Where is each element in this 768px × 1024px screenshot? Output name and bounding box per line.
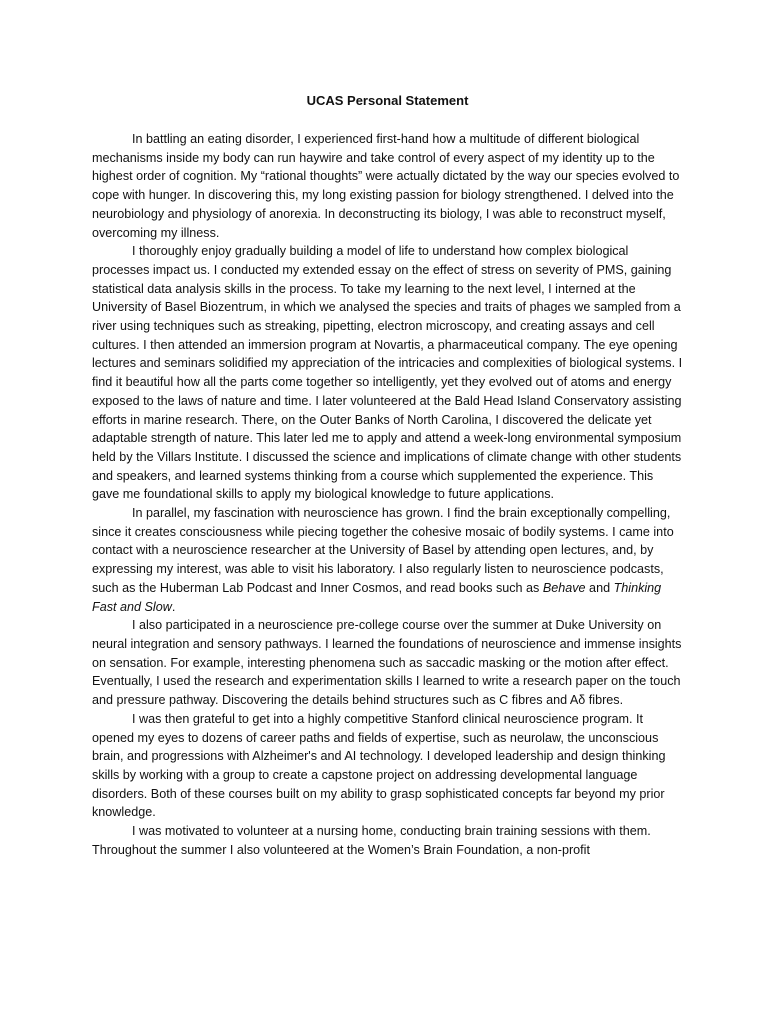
paragraph-text-segment: In parallel, my fascination with neuroscience has grown. I find the brain exceptionally compelling, since it creates consciousness while piecing together the cohesive mosaic of bodily systems. I came into contact with a neuroscience researcher at the University of Basel by attending open lectures, and, by expressing my interest, was able to visit his laboratory. I also regularly listen to neuroscience podcasts, such as the Huberman Lab Podcast and Inner Cosmos, and read books such as	[92, 506, 674, 595]
document-title: UCAS Personal Statement	[306, 93, 469, 108]
book-title-behave: Behave	[542, 580, 586, 595]
paragraph-biological-processes: I thoroughly enjoy gradually building a model of life to understand how complex biological processes impact us. I conducted my extended essay on the effect of stress on severity of PMS, gaining statistical data analysis skills in the process. To take my learning to the next level, I interned at the University of Basel Biozentrum, in which we analysed the species and traits of phages we sampled from a river using techniques such as streaking, pipetting, electron microscopy, and creating assays and cell cultures. I then attended an immersion program at Novartis, a pharmaceutical company. The eye opening lectures and seminars solidified my appreciation of the intricacies and complexities of biological systems. I find it beautiful how all the parts come together so intelligently, yet they evolved out of atoms and energy exposed to the laws of nature and time. I later volunteered at the Bald Head Island Conservatory assisting efforts in marine research. There, on the Outer Banks of North Carolina, I discovered the delicate yet adaptable strength of nature. This later led me to apply and attend a week-long environmental symposium held by the Villars Institute. I discussed the science and implications of climate change with other students and speakers, and learned systems thinking from a course which supplemented the experience. This gave me foundational skills to apply my biological knowledge to future applications.	[92, 244, 683, 502]
paragraph-neuroscience-fascination	[92, 504, 683, 616]
paragraph-stanford-program: I was then grateful to get into a highly competitive Stanford clinical neuroscience program. It opened my eyes to dozens of career paths and fields of expertise, such as neurolaw, the unconscious brain, and progressions with Alzheimer's and AI technology. I developed leadership and design thinking skills by working with a group to create a capstone project on addressing developmental language disorders. Both of these courses built on my ability to grasp sophisticated concepts far beyond my prior knowledge.	[92, 711, 666, 820]
paragraph-text-segment: and	[585, 580, 614, 595]
book-title-thinking-fast-and-slow: Thinking Fast and Slow	[92, 580, 662, 614]
paragraph-volunteering: I was motivated to volunteer at a nursing home, conducting brain training sessions with them. Throughout the summer I also volunteered at the Women’s Brain Foundation, a non-profit	[92, 824, 651, 857]
paragraph-eating-disorder: In battling an eating disorder, I experienced first-hand how a multitude of different biological mechanisms inside my body can run haywire and take control of every aspect of my identity up to the highest order of cognition. My “rational thoughts” were actually dictated by the way our species evolved to cope with hunger. In discovering this, my long existing passion for biology strengthened. I delved into the neurobiology and physiology of anorexia. In deconstructing its biology, I was able to reconstruct myself, overcoming my illness.	[92, 132, 680, 240]
paragraph-duke-course: I also participated in a neuroscience pre-college course over the summer at Duke University on neural integration and sensory pathways. I learned the foundations of neuroscience and immense insights on sensation. For example, interesting phenomena such as saccadic masking or the motion after effect. Eventually, I used the research and experimentation skills I learned to write a research paper on the touch and pressure pathway. Discovering the details behind structures such as C fibres and Aδ fibres.	[92, 618, 682, 708]
paragraph-text-segment: .	[171, 599, 176, 614]
